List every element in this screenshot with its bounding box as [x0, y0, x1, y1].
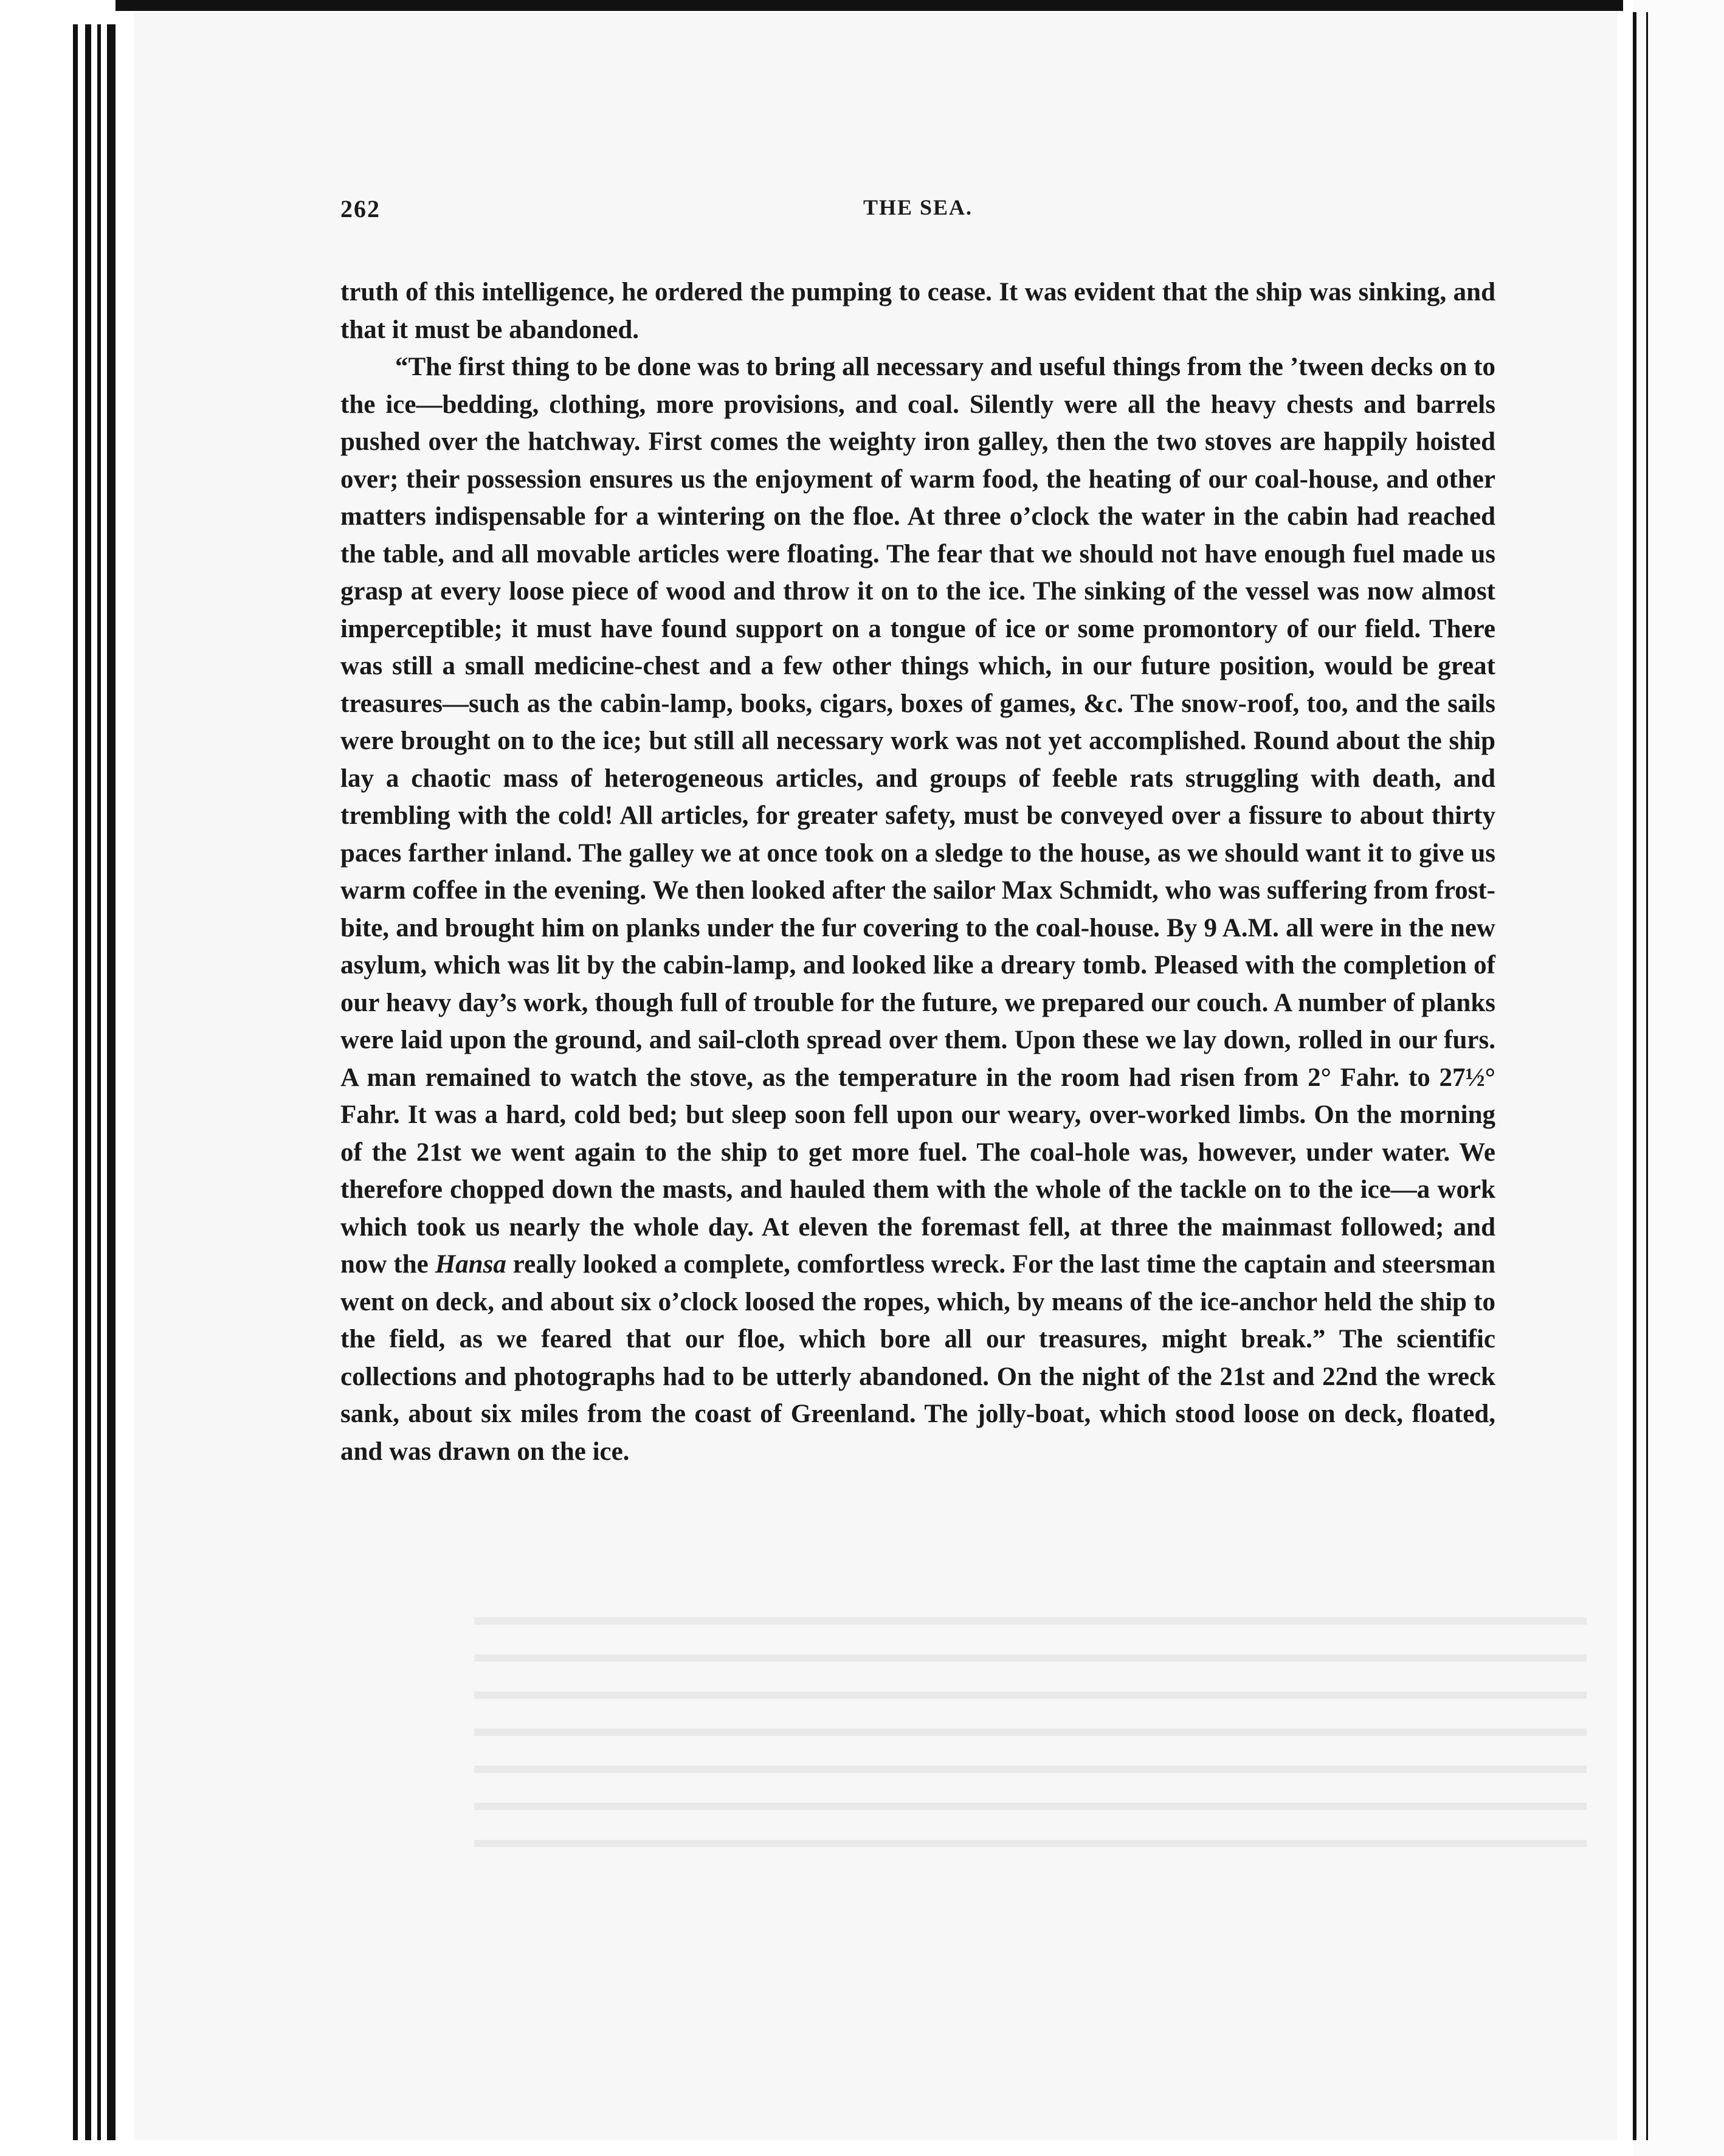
- book-binding-edge: [0, 0, 116, 2156]
- paragraph-1: truth of this intelligence, he ordered the pumping to cease. It was evident that the ship was sinking, and that it must be abandoned.: [340, 278, 1495, 344]
- running-title: THE SEA.: [863, 195, 973, 219]
- book-page: [134, 12, 1617, 2140]
- top-border: [116, 0, 1623, 11]
- ship-name: Hansa: [435, 1250, 506, 1279]
- page-number: 262: [340, 195, 381, 223]
- running-head: [340, 195, 1495, 243]
- page-content: [340, 195, 1495, 1470]
- right-page-edge: [1633, 0, 1724, 2156]
- body-text: [340, 274, 1495, 1470]
- paragraph-2-part-b: really looked a complete, comfortless wreck. For the last time the captain and steersman went on deck, and about six o’clock loosed the ropes, which, by means of the ice-anchor held the ship to the field, as we feared that our floe, which bore all our treasures, might break.” The scientific collections and photographs had to be utterly abandoned. On the night of the 21st and 22nd the wreck sank, about six miles from the coast of Greenland. The jolly-boat, which stood loose on deck, floated, and was drawn on the ice.: [340, 1250, 1496, 1466]
- paragraph-2-part-a: “The first thing to be done was to bring all necessary and useful things from the ’tween decks on to the ice—bedding, clothing, more provisions, and coal. Silently were all the heavy chests and barrels pushed over the hatchway. First comes the weighty iron galley, then the two stoves are happily hoisted over; their possession ensures us the enjoyment of warm food, the heating of our coal-house, and other matters indispensable for a wintering on the floe. At three o’clock the water in the cabin had reached the table, and all movable articles were floating. The fear that we should not have enough fuel made us grasp at every loose piece of wood and throw it on to the ice. The sinking of the vessel was now almost imperceptible; it must have found support on a tongue of ice or some promontory of our field. There was still a small medicine-chest and a few other things which, in our future position, would be great treasures—such as the cabin-lamp, books, cigars, boxes of games, &c. The snow-roof, too, and the sails were brought on to the ice; but still all necessary work was not yet accomplished. Round about the ship lay a chaotic mass of heterogeneous articles, and groups of feeble rats struggling with death, and trembling with the cold! All articles, for greater safety, must be conveyed over a fissure to about thirty paces farther inland. The galley we at once took on a sledge to the house, as we should want it to give us warm coffee in the evening. We then looked after the sailor Max Schmidt, who was suffering from frost-bite, and brought him on planks under the fur covering to the coal-house. By 9 A.M. all were in the new asylum, which was lit by the cabin-lamp, and looked like a dreary tomb. Pleased with the completion of our heavy day’s work, though full of trouble for the future, we prepared our couch. A number of planks were laid upon the ground, and sail-cloth spread over them. Upon these we lay down, rolled in our furs. A man remained to watch the stove, as the temperature in the room had risen from 2° Fahr. to 27½° Fahr. It was a hard, cold bed; but sleep soon fell upon our weary, over-worked limbs. On the morning of the 21st we went again to the ship to get more fuel. The coal-hole was, however, under water. We therefore chopped down the masts, and hauled them with the whole of the tackle on to the ice—a work which took us nearly the whole day. At eleven the foremast fell, at three the mainmast followed; and now the: [340, 353, 1495, 1279]
- paragraph-2: [340, 348, 1495, 1470]
- bleed-through-text: [474, 1617, 1587, 1885]
